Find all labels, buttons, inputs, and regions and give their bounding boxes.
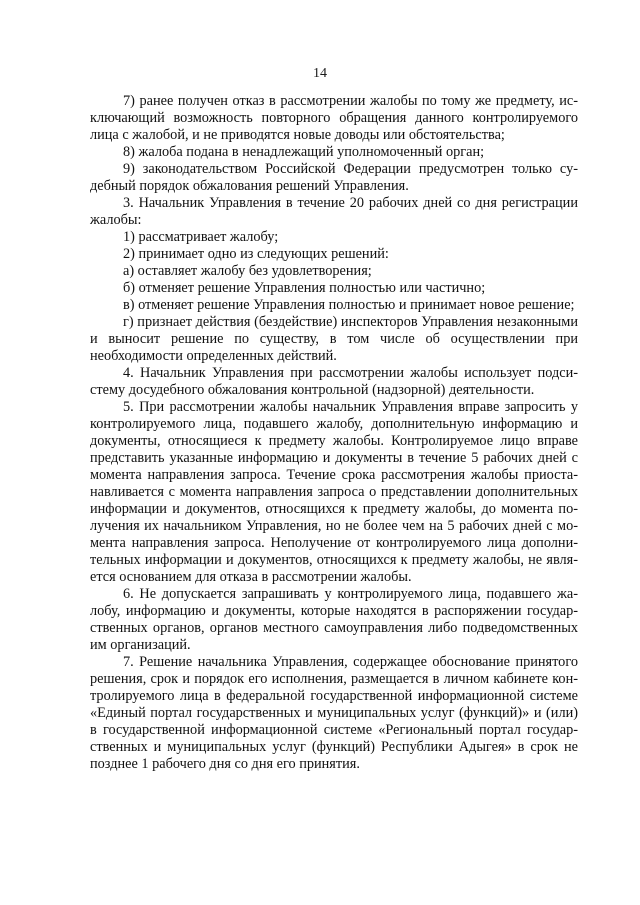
paragraph-subitem-a: а) оставляет жалобу без удовлетворения;	[123, 263, 372, 279]
paragraph-subitem-b: б) отменяет решение Управления полностью или частично;	[123, 280, 486, 296]
paragraph-clause-5: 5. При рассмотрении жалобы начальник Управления вправе запросить у контролируемого лица, подавшего жалобу, дополнительную информацию и документы, относящиеся к предмету жалобы. Контролируемое лицо вправе представить указанные информацию и документы в течение 5 рабочих дней с момента направления запроса. Течение срока рассмотрения жалобы приостанавливается с момента направления запроса о представлении дополнительных информации и документов, относящихся к предмету жалобы, до момента получения их начальником Управления, но не более чем на 5 рабочих дней с момента направления запроса. Неполучение от контролируемого лица дополнительных информации и документов, относящихся к предмету жалобы, не является основанием для отказа в рассмотрении жалобы.	[90, 399, 578, 585]
page-number: 14	[313, 66, 327, 81]
paragraph-item-8: 8) жалоба подана в ненадлежащий уполномоченный орган;	[123, 144, 485, 160]
paragraph-subitem-v: в) отменяет решение Управления полностью и принимает новое решение;	[123, 297, 575, 313]
paragraph-subitem-g: г) признает действия (бездействие) инспекторов Управления незаконными и выносит решение по существу, в том числе об осуществлении при необходимости определенных действий.	[90, 314, 578, 364]
paragraph-item-9: 9) законодательством Российской Федерации предусмотрен только судебный порядок обжалования решений Управления.	[90, 161, 578, 194]
paragraph-item-1: 1) рассматривает жалобу;	[123, 229, 279, 245]
document-body	[90, 93, 578, 773]
paragraph-clause-4: 4. Начальник Управления при рассмотрении жалобы использует подсистему досудебного обжалования контрольной (надзорной) деятельности.	[90, 365, 578, 398]
paragraph-item-2: 2) принимает одно из следующих решений:	[123, 246, 389, 262]
paragraph-clause-6: 6. Не допускается запрашивать у контролируемого лица, подавшего жалобу, информацию и документы, которые находятся в распоряжении государственных органов, органов местного самоуправления либо подведомственных им организаций.	[90, 586, 578, 653]
paragraph-clause-7: 7. Решение начальника Управления, содержащее обоснование принятого решения, срок и порядок его исполнения, размещается в личном кабинете контролируемого лица в федеральной государственной информационной системе «Единый портал государственных и муниципальных услуг (функций)» и (или) в государственной информационной системе «Региональный портал государственных и муниципальных услуг (функций) Республики Адыгея» в срок не позднее 1 рабочего дня со дня его принятия.	[90, 654, 578, 772]
paragraph-clause-3: 3. Начальник Управления в течение 20 рабочих дней со дня регистрации жалобы:	[90, 195, 578, 228]
paragraph-item-7: 7) ранее получен отказ в рассмотрении жалобы по тому же предмету, исключающий возможность повторного обращения данного контролируемого лица с жалобой, и не приводятся новые доводы или обстоятельства;	[90, 93, 578, 143]
